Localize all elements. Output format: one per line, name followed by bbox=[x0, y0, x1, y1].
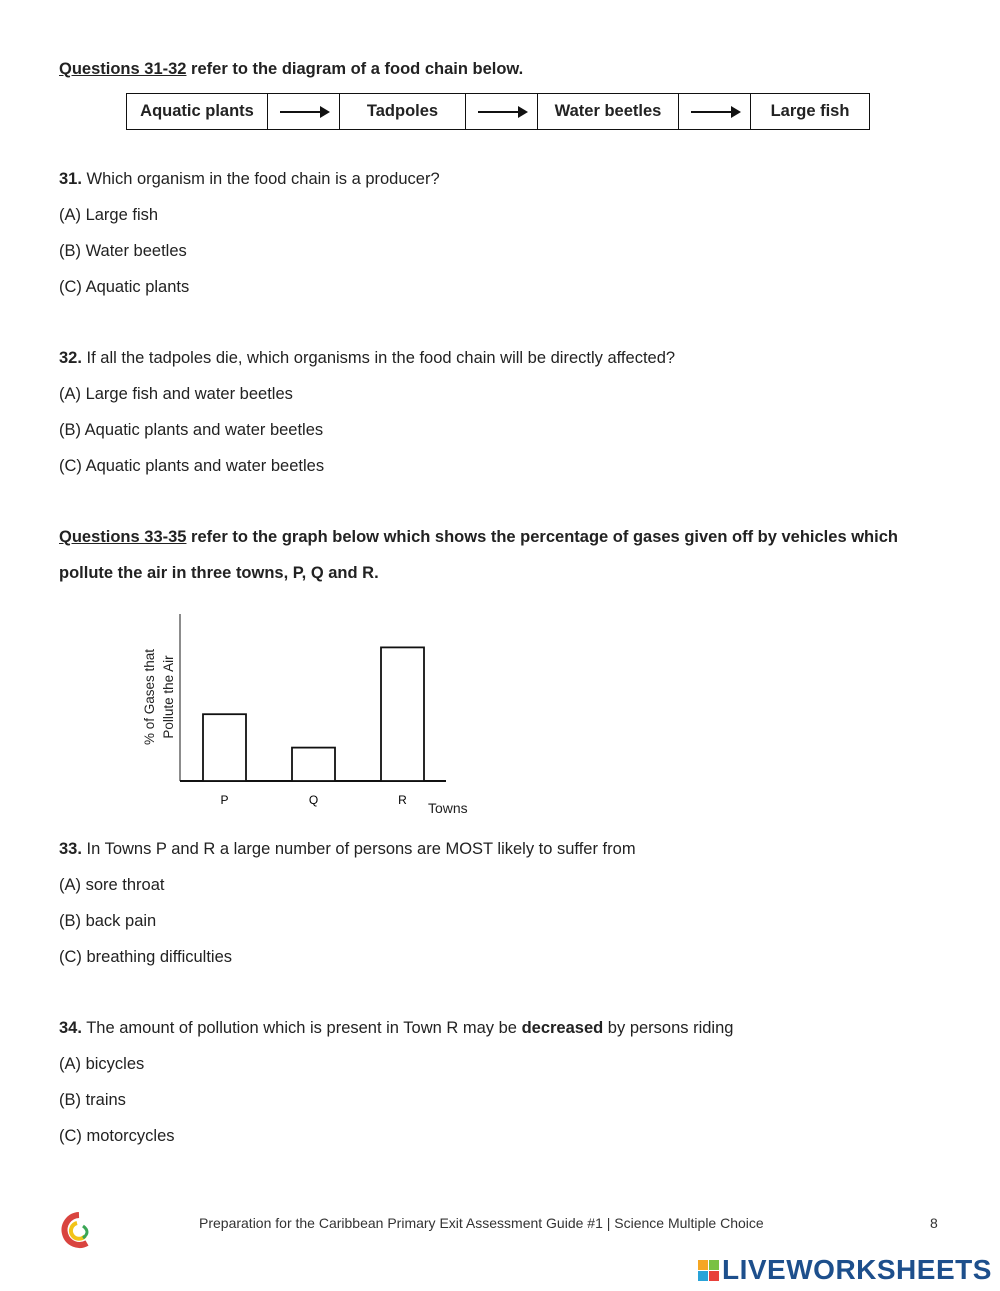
heading-text: refer to the graph below which shows the percentage of gases given off by vehicles which bbox=[186, 528, 898, 546]
logo-squares-icon bbox=[698, 1260, 719, 1281]
x-tick-label: R bbox=[398, 793, 407, 807]
question-number: 34. bbox=[59, 1019, 82, 1037]
question-text: If all the tadpoles die, which organisms in the food chain will be directly affected? bbox=[81, 349, 676, 367]
question-34 bbox=[59, 1019, 733, 1038]
organism-tadpoles: Tadpoles bbox=[340, 94, 466, 129]
option[interactable]: (A) Large fish and water beetles bbox=[59, 385, 293, 403]
question-text: by persons riding bbox=[603, 1019, 734, 1037]
question-31 bbox=[59, 170, 440, 189]
question-text: The amount of pollution which is present in Town R may be bbox=[81, 1019, 522, 1037]
organism-large-fish: Large fish bbox=[770, 102, 850, 120]
option[interactable]: (A) sore throat bbox=[59, 876, 165, 894]
heading-text: refer to the diagram of a food chain below. bbox=[186, 60, 524, 78]
question-33 bbox=[59, 840, 636, 859]
question-32 bbox=[59, 349, 675, 368]
option[interactable]: (B) back pain bbox=[59, 912, 157, 930]
question-range: Questions 33-35 bbox=[59, 528, 187, 546]
x-axis-label: Towns bbox=[428, 800, 468, 816]
page-number: 8 bbox=[930, 1215, 938, 1231]
liveworksheets-logo bbox=[698, 1254, 992, 1286]
option[interactable]: (C) Aquatic plants bbox=[59, 278, 190, 296]
organism-aquatic-plants: Aquatic plants bbox=[127, 94, 268, 129]
food-chain-diagram bbox=[126, 93, 870, 130]
question-number: 31. bbox=[59, 170, 82, 188]
bar-R bbox=[381, 647, 424, 781]
option[interactable]: (A) Large fish bbox=[59, 206, 159, 224]
bar-P bbox=[203, 714, 246, 781]
heading-line-2: pollute the air in three towns, P, Q and R. bbox=[59, 564, 379, 582]
question-emphasis: decreased bbox=[521, 1019, 604, 1037]
section-heading-33-35 bbox=[59, 528, 898, 547]
x-tick-label: P bbox=[220, 793, 229, 807]
question-number: 32. bbox=[59, 349, 82, 367]
option[interactable]: (A) bicycles bbox=[59, 1055, 145, 1073]
x-tick-label: Q bbox=[308, 793, 319, 807]
option[interactable]: (C) breathing difficulties bbox=[59, 948, 233, 966]
option[interactable]: (B) trains bbox=[59, 1091, 126, 1109]
question-text: Which organism in the food chain is a producer? bbox=[81, 170, 440, 188]
y-axis-label-line2: Pollute the Air bbox=[161, 655, 176, 739]
question-text: In Towns P and R a large number of persons are MOST likely to suffer from bbox=[81, 840, 636, 858]
option[interactable]: (B) Water beetles bbox=[59, 242, 187, 260]
question-number: 33. bbox=[59, 840, 82, 858]
arrow-icon bbox=[679, 94, 751, 129]
option[interactable]: (C) motorcycles bbox=[59, 1127, 175, 1145]
option[interactable]: (B) Aquatic plants and water beetles bbox=[59, 421, 324, 439]
brand-name: LIVEWORKSHEETS bbox=[722, 1254, 992, 1285]
y-axis-label-line1: % of Gases that bbox=[142, 648, 157, 746]
option[interactable]: (C) Aquatic plants and water beetles bbox=[59, 457, 325, 475]
pollution-bar-chart bbox=[120, 600, 480, 820]
arrow-icon bbox=[268, 94, 340, 129]
publisher-logo-icon bbox=[57, 1210, 97, 1250]
arrow-icon bbox=[466, 94, 538, 129]
question-range: Questions 31-32 bbox=[59, 60, 187, 78]
footer-text: Preparation for the Caribbean Primary Exit Assessment Guide #1 | Science Multiple Choice bbox=[199, 1215, 764, 1231]
bar-Q bbox=[292, 748, 335, 781]
section-heading-31-32 bbox=[59, 60, 523, 79]
organism-water-beetles: Water beetles bbox=[538, 94, 679, 129]
